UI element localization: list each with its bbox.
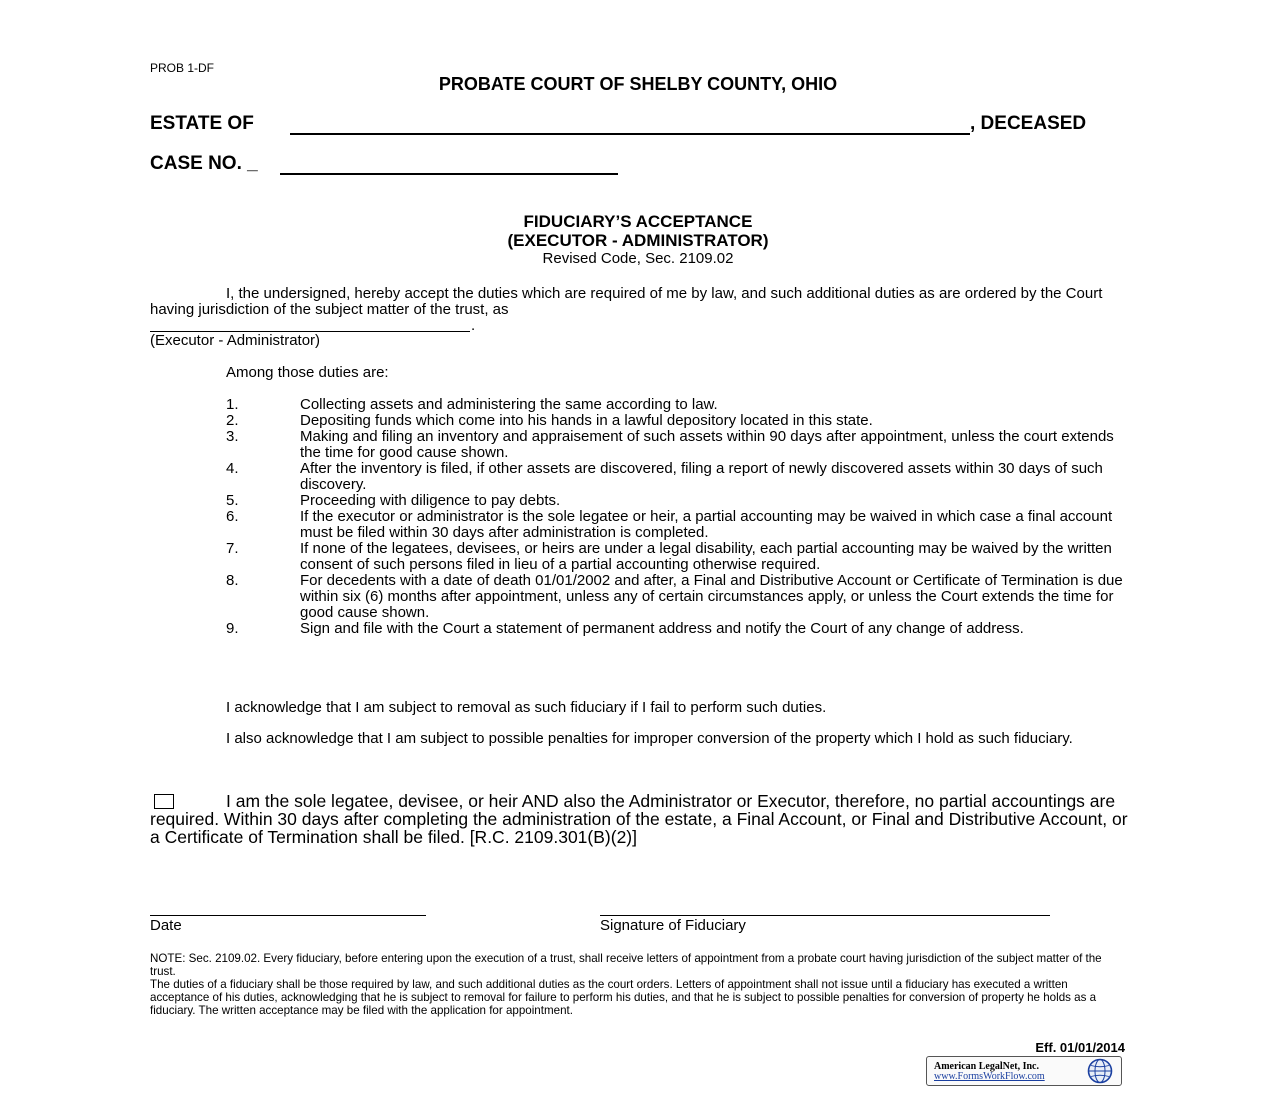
publisher-name: American LegalNet, Inc. <box>934 1061 1039 1072</box>
duty-number: 1. <box>226 396 239 413</box>
duties-list <box>226 397 1126 637</box>
publisher-logo[interactable] <box>926 1056 1122 1086</box>
list-item <box>226 621 1126 637</box>
duty-number: 8. <box>226 572 239 589</box>
form-id: PROB 1-DF <box>150 61 215 75</box>
estate-name-field[interactable] <box>290 133 970 135</box>
sole-heir-paragraph <box>150 792 1128 846</box>
list-item <box>226 461 1126 493</box>
duty-number: 2. <box>226 412 239 429</box>
signature-field[interactable] <box>600 915 1050 916</box>
revised-code-reference: Revised Code, Sec. 2109.02 <box>542 250 734 267</box>
role-label: (Executor - Administrator) <box>150 332 321 349</box>
date-label: Date <box>150 917 182 934</box>
form-title-block <box>150 212 1126 268</box>
duty-number: 9. <box>226 620 239 637</box>
acknowledge-penalties <box>150 731 1120 747</box>
intro-text: I, the undersigned, hereby accept the duties which are required of me by law, and such additional duties as are ordered by the Court having jurisdiction of the subject matter of the trust, as <box>150 285 1103 318</box>
form-subtitle-role: (EXECUTOR - ADMINISTRATOR) <box>507 231 769 250</box>
form-title: FIDUCIARY’S ACCEPTANCE <box>523 212 753 231</box>
list-item <box>226 413 1126 429</box>
acknowledge-penalties-text: I also acknowledge that I am subject to possible penalties for improper conversion of the property which I hold as such fiduciary. <box>226 730 1073 747</box>
duty-number: 3. <box>226 428 239 445</box>
note-paragraph-2: The duties of a fiduciary shall be those required by law, and such additional duties as the court orders. Letters of appointment shall not issue until a fiduciary has executed a written acceptance of his duties, acknowledging that he is subject to removal for failure to perform his duties, and that he is subject to possible penalties for conversion of property he holds as a fiduciary. The written acceptance may be filed with the application for appointment. <box>150 978 1097 1017</box>
duty-number: 4. <box>226 460 239 477</box>
intro-paragraph <box>150 286 1120 318</box>
deceased-label: , DECEASED <box>970 113 1087 134</box>
list-item <box>226 541 1126 573</box>
duty-text: If none of the legatees, devisees, or heirs are under a legal disability, each partial accounting may be waived by the written consent of such persons filed in lieu of a partial accounting otherwise required. <box>300 540 1112 573</box>
effective-date: Eff. 01/01/2014 <box>1035 1040 1125 1055</box>
duty-text: Depositing funds which come into his hands in a lawful depository located in this state. <box>300 412 873 429</box>
list-item <box>226 429 1126 461</box>
duty-text: Making and filing an inventory and appraisement of such assets within 90 days after appointment, unless the court extends the time for good cause shown. <box>300 428 1114 461</box>
duty-text: If the executor or administrator is the sole legatee or heir, a partial accounting may be waived in which case a final account must be filed within 30 days after administration is completed. <box>300 508 1113 541</box>
court-title: PROBATE COURT OF SHELBY COUNTY, OHIO <box>438 74 838 94</box>
publisher-url[interactable]: www.FormsWorkFlow.com <box>934 1071 1045 1082</box>
globe-icon <box>1087 1058 1113 1084</box>
sole-heir-text: I am the sole legatee, devisee, or heir AND also the Administrator or Executor, therefore, no partial accountings are required. Within 30 days after completing the administration of the estate, a Final Account, or Final and Distributive Account, or a Certificate of Termination shall be filed. [R.C. 2109.301(B)(2)] <box>150 791 1128 847</box>
list-item <box>226 397 1126 413</box>
list-item <box>226 573 1126 621</box>
duties-intro: Among those duties are: <box>226 364 389 381</box>
duty-number: 5. <box>226 492 239 509</box>
duty-text: Collecting assets and administering the same according to law. <box>300 396 718 413</box>
duty-text: Sign and file with the Court a statement of permanent address and notify the Court of any change of address. <box>300 620 1024 637</box>
list-item <box>226 509 1126 541</box>
list-item <box>226 493 1126 509</box>
note-paragraph-1: NOTE: Sec. 2109.02. Every fiduciary, before entering upon the execution of a trust, shall receive letters of appointment from a probate court having jurisdiction of the subject matter of the trust. <box>150 952 1102 978</box>
signature-label: Signature of Fiduciary <box>600 917 746 934</box>
duty-text: After the inventory is filed, if other assets are discovered, filing a report of newly discovered assets within 30 days of such discovery. <box>300 460 1103 493</box>
date-field[interactable] <box>150 915 426 916</box>
duty-number: 6. <box>226 508 239 525</box>
case-number-label: CASE NO. _ <box>150 153 258 174</box>
duty-number: 7. <box>226 540 239 557</box>
acknowledge-removal: I acknowledge that I am subject to removal as such fiduciary if I fail to perform such duties. <box>226 699 827 716</box>
statutory-note <box>150 952 1125 1017</box>
duty-text: For decedents with a date of death 01/01/2002 and after, a Final and Distributive Account or Certificate of Termination is due within six (6) months after appointment, unless any of certain circumstances apply, or unless the Court extends the time for good cause shown. <box>300 572 1123 621</box>
case-number-field[interactable] <box>280 173 618 175</box>
estate-label: ESTATE OF <box>150 113 254 134</box>
role-period: . <box>471 317 476 334</box>
duty-text: Proceeding with diligence to pay debts. <box>300 492 561 509</box>
